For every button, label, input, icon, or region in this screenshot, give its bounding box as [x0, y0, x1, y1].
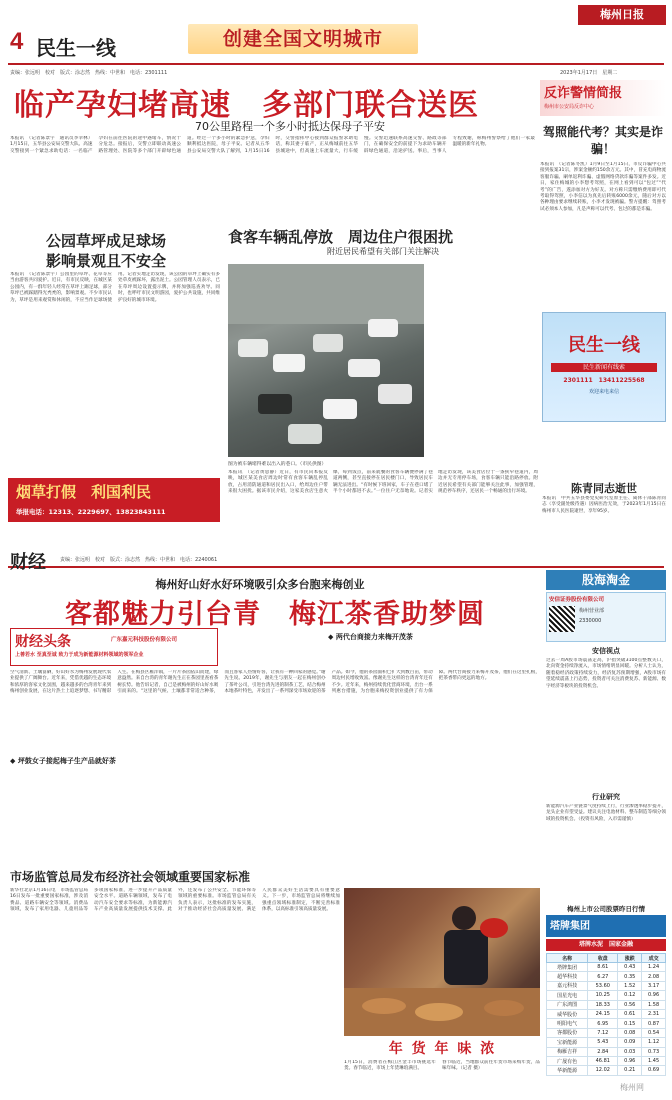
table-cell: 0.54 — [642, 1028, 666, 1037]
promo-headline: 驾照能代考？其实是诈骗！ — [542, 125, 663, 156]
industry-title: 行业研究 — [592, 793, 620, 801]
smoke-title: 烟草打假 利国利民 — [16, 483, 152, 501]
table-cell: 46.81 — [588, 1056, 618, 1065]
bus-body-side — [428, 264, 538, 464]
lead-subhead: 70公里路程一个多小时抵达保母子平安 — [195, 120, 385, 133]
brand-name: 梅州日报 — [600, 8, 644, 21]
col-header: 收盘 — [588, 954, 618, 963]
hotline-phone: 2301111 13411225568 — [563, 377, 645, 384]
parked-cars-illustration — [228, 264, 424, 457]
table-cell: 0.96 — [642, 991, 666, 1000]
finance-subhead-2: ◆ 两代台商接力来梅开茂茶 — [328, 633, 413, 641]
slogan-banner — [188, 24, 418, 54]
regulation-body: 新华社北京1月16日电 市场监管总局16日发布一批重要国家标准，涉及消费品、道路车辆安全等领域。消费品领域，发布了家用电器、儿童用品等多项国家标准，进一步提升产品质量安全水平。道路车辆领域，发布了电动汽车安全要求等标准，为新能源汽车产业高质量发展提供技术支撑。此外，还发布了公共安全、节能环保等领域的重要标准。市场监管总局有关负责人表示，这批标准的发布实施，对于推动经济社会高质量发展、满足人民群众美好生活需要具有重要意义。下一步，市场监管总局将继续加强重点领域标准制定，不断完善标准体系，以高标准引领高质量发展。 — [10, 888, 340, 913]
new-year-badge — [350, 1038, 535, 1058]
table-cell: 0.12 — [618, 991, 642, 1000]
finance-rule — [8, 566, 664, 568]
table-row — [547, 1028, 666, 1037]
table-cell: 0.96 — [618, 1056, 642, 1065]
table-cell: 1.12 — [642, 1038, 666, 1047]
editors-line: 责编：张远明 校对 版式：涂志然 热线：中世和 电话：2301111 — [10, 70, 168, 76]
regulation-headline: 市场监管总局发布经济社会领域重要国家标准 — [10, 870, 251, 884]
stock-address: 梅州营业部 — [579, 608, 605, 614]
finance-sponsor-slogan: 上善若水 至真至诚 致力于成为新能源材料领域的领军企业 — [15, 652, 144, 658]
col-header: 名称 — [547, 954, 588, 963]
stock-column-body: 过去一周A股市场震荡走高，沪指突破3100点整数关口，北向资金持续净流入，市场情绪明显回暖。分析人士认为，随着稳经济政策持续发力，经济复苏预期增强，A股市场有望延续震荡上行态势，投资者可关注消费复苏、新能源、数字经济等板块的投资机会。 — [546, 658, 666, 689]
table-cell: 国星光电 — [547, 991, 588, 1000]
farewell-headline: 陈青同志逝世 — [571, 482, 637, 495]
qr-code[interactable] — [549, 606, 575, 632]
bus-subhead: 附近居民希望有关部门关注解决 — [327, 247, 439, 256]
market-illustration — [344, 888, 540, 1036]
table-cell: 0.21 — [618, 1066, 642, 1075]
lead-body: 本报讯 （记者陈景宇 通讯员李幸林）1月15日，五华县公安局交警大队、高速交警接到一个紧急求助电话：一名临产孕妇在前往医院的途中遇堵车，情况十分危急。接报后，交警立即联动高速公路管理处、医院等多个部门开辟绿色通道。经过一个多小时的紧急护送，孕妇顺利抵达医院，母子平安。记者从五华县公安局交警大队了解到，1月15日16时，交警指挥中心接到群众报警求助电话，称其妻子临产，正从梅城前往五华县城途中，但高速上车流量大，行车缓慢。交警迅速联系高速交警、路政等部门，在确保安全的前提下为求助车辆开辟绿色通道，沿途护送。事后，当事人专程致谢，称梅州警察给了他们一家最温暖的新年礼物。 — [10, 136, 535, 154]
stock-company-box — [546, 592, 666, 642]
table-row — [547, 1019, 666, 1028]
table-cell: 明阳电气 — [547, 1019, 588, 1028]
table-cell: 0.15 — [618, 1019, 642, 1028]
lawn-headline: 公园草坪成足球场 — [46, 232, 167, 250]
finance-editors: 责编：张远明 校对 版式：涂志然 热线：中世和 电话：2240061 — [60, 557, 218, 563]
stock-table-header — [547, 954, 666, 963]
col-header: 成交 — [642, 954, 666, 963]
market-label: 塔牌水泥 国家金融 — [546, 939, 666, 951]
table-row — [547, 1000, 666, 1009]
table-row — [547, 1047, 666, 1056]
date-line: 2023年1月17日 星期二 — [560, 70, 618, 76]
farewell-body: 本报讯 中共五华县委党史研究室原主任、离休干部陈青同志（享受副处级待遇）因病医治无效，于2023年1月15日在梅州市人民医院逝世，享年95岁。 — [542, 496, 666, 514]
table-cell: 0.69 — [642, 1066, 666, 1075]
stock-ad — [546, 570, 666, 1094]
table-cell: 18.33 — [588, 1000, 618, 1009]
table-cell: 2.31 — [642, 1009, 666, 1018]
table-cell: 威华股份 — [547, 1009, 588, 1018]
side-promo — [540, 80, 666, 316]
table-cell: 华新能源 — [547, 1066, 588, 1075]
table-cell: 0.87 — [642, 1019, 666, 1028]
finance-body: 空气清新、土壤富硒，好山好水为梅州发展现代农业提供了广阔舞台。近年来，凭借优越的生态环境和浓厚的客家文化氛围，越来越多的台湾青年来到梅州创业发展，在这片热土上追逐梦想、书写精彩人生。在梅县区雁洋镇，一片片茶园依山而建，绿意盎然。来自台湾的青年谢先生正在茶园里查看茶树长势。他告诉记者，自己是被梅州的好山好水吸引而来的。“这里的气候、土壤都非常适合种茶，而且客家人热情好客，让我有一种回家的感觉。”谢先生说。2019年，谢先生与朋友一起在梅州创办了茶叶公司，引进台湾先进的制茶工艺，结合梅州本地茶叶特色，开发出了一系列深受市场欢迎的茶产品。如今，他的茶园面积已扩大到数百亩，带动周边村民增收致富。像谢先生这样的台湾青年还有不少。近年来，梅州持续优化营商环境，出台一系列惠台措施，为台胞来梅投资创业提供了有力保障。两代台商接力来梅开茂茶，他们在这里扎根，把茶香带向更远的地方。 — [10, 670, 540, 695]
table-cell: 1.58 — [642, 1000, 666, 1009]
promo-body: 本报讯 （记者陈冬凯）1月9日至1月15日，市反诈骗中心共接到报案31宗，涉案金额约150余万元。其中，冒充电商物流客服诈骗、刷单返利诈骗、虚假网络贷款诈骗等案件多发。近日，家住梅城的小李想考驾照，在网上看到可以“包过”“代考”的广告，遂添加对方为好友。对方称只需缴纳费用即可代考取得驾照，小李信以为真先后转账6000余元，随后对方以各种理由要求继续转账，小李才发现被骗。警方提醒：驾照考试必须本人参加，凡是声称可以代考、包过的都是诈骗。 — [540, 162, 666, 212]
table-cell: 塔牌集团 — [547, 963, 588, 972]
tapai-banner — [546, 915, 666, 937]
table-cell: 2.84 — [588, 1047, 618, 1056]
bus-photo — [228, 264, 424, 457]
table-cell: 7.12 — [588, 1028, 618, 1037]
lawn-body: 本报讯 （记者陈景宇）公园里的草坪、花草等应当由游客共同爱护。近日，有市民反映，在城区某公园内，有一群年轻人经常在草坪上踢足球，部分草坪已被踩踏得光秃秃的，影响景观。不少市民认为，草坪是用来观赏和休闲的，不应当作足球场使用。记者实地走访发现，该公园的草坪上确实有多处草皮被踩坏，露出泥土。公园管理人员表示，已在草坪周边设置提示牌，并将加强巡查劝导。同时，也呼吁市民文明游园，爱护公共设施，共同维护良好的城市环境。 — [10, 272, 220, 303]
table-cell: 0.56 — [618, 1000, 642, 1009]
table-row — [547, 1066, 666, 1075]
table-cell: 0.08 — [618, 1028, 642, 1037]
table-cell: 0.43 — [618, 963, 642, 972]
hotline-sub: 民生新闻有线索 — [551, 363, 657, 372]
table-row — [547, 972, 666, 981]
table-cell: 嘉元科技 — [547, 981, 588, 990]
table-cell: 0.35 — [618, 972, 642, 981]
table-cell: 2.08 — [642, 972, 666, 981]
header-rule — [8, 63, 664, 65]
stock-column-title: 安信视点 — [592, 647, 620, 655]
table-cell: 0.73 — [642, 1047, 666, 1056]
table-row — [547, 1056, 666, 1065]
table-cell: 0.03 — [618, 1047, 642, 1056]
promo-title: 反诈警情简报 — [544, 86, 623, 101]
finance-headline: 客都魅力引台青 梅江茶香助梦圆 — [65, 599, 485, 630]
table-row — [547, 1009, 666, 1018]
table-row — [547, 981, 666, 990]
market-caption-left: 1月15日，消费者在梅江区金丰市场挑选年货。春节临近，市场上年货琳琅满目。 — [344, 1060, 436, 1072]
smoke-ad — [8, 478, 220, 522]
bus-body: 本报讯 （记者黄思静）近日，有市民向本报反映，城区某美食店周边时常有食客车辆乱停乱放，占用消防通道和居民出入口，给周边住户带来很大困扰。据该市民介绍，这家美食店生意火爆，每到饭点，前来就餐的食客车辆便停满了巷道两侧，甚至直接停在居民楼门口，导致居民车辆无法进出。“有时候下班回家，车子在巷口堵了半个小时都进不去。”一位住户无奈地说。记者实地走访发现，该美食店位于一条狭窄巷道内，周边并无专用停车场，食客车辆只能沿路停放。附近居民希望有关部门能够关注此事，加强管理，规范停车秩序，还居民一个畅通的出行环境。 — [228, 470, 538, 495]
finance-subhead-1: ◆ 坪鼓女子接起梅子生产品就好茶 — [10, 757, 116, 765]
table-cell: 10.25 — [588, 991, 618, 1000]
table-cell: 3.17 — [642, 981, 666, 990]
stock-company: 安信证券股份有限公司 — [549, 597, 605, 603]
page-number: 4 — [10, 28, 24, 55]
brand-box — [578, 5, 666, 25]
new-year-title: 年 货 年 味 浓 — [388, 1041, 497, 1057]
table-cell: 6.27 — [588, 972, 618, 981]
table-cell: 5.43 — [588, 1038, 618, 1047]
slogan-text: 创建全国文明城市 — [222, 28, 383, 50]
table-cell: 1.52 — [618, 981, 642, 990]
finance-kicker: 梅州好山好水好环境吸引众多台胞来梅创业 — [155, 578, 365, 591]
table-cell: 客都股份 — [547, 1028, 588, 1037]
stock-table-body — [547, 963, 666, 1076]
hotline-title: 民生一线 — [568, 335, 640, 356]
table-row — [547, 963, 666, 972]
tapai-name: 塔牌集团 — [550, 921, 590, 932]
col-header: 涨跌 — [618, 954, 642, 963]
table-cell: 8.61 — [588, 963, 618, 972]
hotline-box — [542, 312, 666, 422]
stock-table — [546, 953, 666, 1076]
watermark: 梅州网 — [620, 1083, 644, 1092]
table-cell: 广东鸿图 — [547, 1000, 588, 1009]
table-cell: 宝新能源 — [547, 1038, 588, 1047]
hotline-note: 欢迎来电来信 — [588, 389, 619, 395]
market-caption-right: 春节临近，当地群众前往年货市场采购年货，品味年味。（记者 摄） — [442, 1060, 540, 1072]
table-cell: 1.45 — [642, 1056, 666, 1065]
table-row — [547, 991, 666, 1000]
finance-column-title: 财经头条 — [15, 634, 71, 650]
section-title: 民生一线 — [36, 36, 116, 60]
stock-ad-title: 股海淘金 — [546, 570, 666, 590]
table-cell: 0.09 — [618, 1038, 642, 1047]
table-cell: 0.61 — [618, 1009, 642, 1018]
table-cell: 梅雁吉祥 — [547, 1047, 588, 1056]
page-header — [0, 0, 672, 76]
table-cell: 53.60 — [588, 981, 618, 990]
promo-sub: 梅州市公安局反诈中心 — [544, 104, 595, 110]
lawn-headline-2: 影响景观且不安全 — [46, 252, 167, 270]
stock-phone: 2330000 — [579, 618, 602, 624]
smoke-hotline: 举报电话：12313、2229697、13823843111 — [16, 508, 166, 516]
promo-banner — [540, 80, 666, 116]
bus-headline: 食客车辆乱停放 周边住户很困扰 — [228, 228, 454, 246]
market-photo — [344, 888, 540, 1036]
stock-table-title: 梅州上市公司股票昨日行情 — [567, 905, 645, 913]
table-cell: 1.24 — [642, 963, 666, 972]
table-cell: 广晟有色 — [547, 1056, 588, 1065]
table-cell: 12.02 — [588, 1066, 618, 1075]
table-cell: 24.15 — [588, 1009, 618, 1018]
table-cell: 超华科技 — [547, 972, 588, 981]
finance-section: 财经 — [10, 552, 46, 573]
table-cell: 6.95 — [588, 1019, 618, 1028]
table-row — [547, 1038, 666, 1047]
finance-sponsor: 广东嘉元科技股份有限公司 — [111, 637, 178, 643]
bus-caption: 图为被车辆堵得难以出入的巷口。（市民供图） — [228, 462, 327, 467]
industry-body: 新能源汽车产业链景气度持续上行，行业渗透率稳步提升，龙头企业有望受益。建议关注电池材料、整车制造等细分领域的投资机会。（投资有风险，入市需谨慎） — [546, 804, 666, 822]
lead-headline: 临产孕妇堵高速 多部门联合送医 — [14, 88, 479, 123]
finance-column-box — [10, 628, 218, 666]
